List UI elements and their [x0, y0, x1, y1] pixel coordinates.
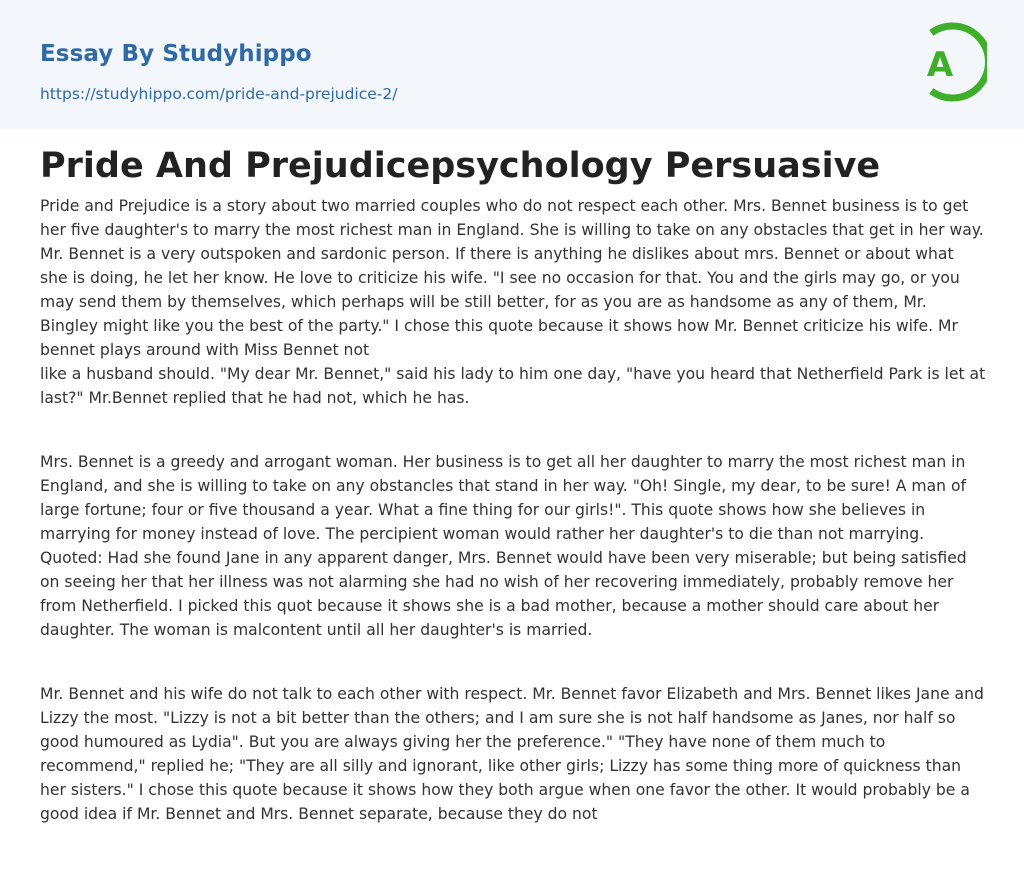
page-url-link[interactable]: https://studyhippo.com/pride-and-prejudice-2/: [40, 85, 398, 103]
paragraph-2: [40, 450, 986, 642]
paragraph-text: Mrs. Bennet is a greedy and arrogant woman. Her business is to get all her daughter to marry the most richest man in England, and she is willing to take on any obstancles that stand in her way. "Oh! Single, my dear, to be sure! A man of large fortune; four or five thousand a year. What a fine thing for our girls!". This quote shows how she believes in marrying for money instead of love. The percipient woman would rather her daughter's to die than not marrying. Quoted: Had she found Jane in any apparent danger, Mrs. Bennet would have been very miserable; but being satisfied on seeing her that her illness was not alarming she had no wish of her recovering immediately, probably remove her from Netherfield. I picked this quot because it shows she is a bad mother, because a mother should care about her daughter. The woman is malcontent until all her daughter's is married.: [40, 453, 967, 639]
paragraph-text: Pride and Prejudice is a story about two married couples who do not respect each other. Mrs. Bennet business is to get her five daughter's to marry the most richest man in England. She is willing to take on any obstacles that get in her way. Mr. Bennet is a very outspoken and sardonic person. If there is anything he dislikes about mrs. Bennet or about what she is doing, he let her know. He love to criticize his wife. "I see no occasion for that. You and the girls may go, or you may send them by themselves, which perhaps will be still better, for as you are as handsome as any of them, Mr. Bingley might like you the best of the party." I chose this quote because it shows how Mr. Bennet criticize his wife. Mr bennet plays around with Miss Bennet not: [40, 197, 984, 359]
paragraph-1: [40, 194, 986, 410]
studyhippo-logo-icon[interactable]: [913, 19, 987, 105]
paragraph-text: like a husband should. "My dear Mr. Bennet," said his lady to him one day, "have you heard that Netherfield Park is let at last?" Mr.Bennet replied that he had not, which he has.: [40, 365, 986, 407]
paragraph-3: [40, 682, 986, 826]
paragraph-text: Mr. Bennet and his wife do not talk to each other with respect. Mr. Bennet favor Elizabeth and Mrs. Bennet likes Jane and Lizzy the most. "Lizzy is not a bit better than the others; and I am sure she is not half handsome as Janes, nor half so good humoured as Lydia". But you are always giving her the preference." "They have none of them much to recommend," replied he; "They are all silly and ignorant, like other girls; Lizzy has some thing more of quickness than her sisters." I chose this quote because it shows how they both argue when one favor the other. It would probably be a good idea if Mr. Bennet and Mrs. Bennet separate, because they do not: [40, 685, 984, 823]
site-header: [0, 0, 1024, 129]
article-title: Pride And Prejudicepsychology Persuasive: [40, 146, 881, 186]
site-brand[interactable]: Essay By Studyhippo: [40, 41, 312, 67]
article-body: [40, 194, 986, 866]
logo-letter: A: [926, 45, 954, 85]
